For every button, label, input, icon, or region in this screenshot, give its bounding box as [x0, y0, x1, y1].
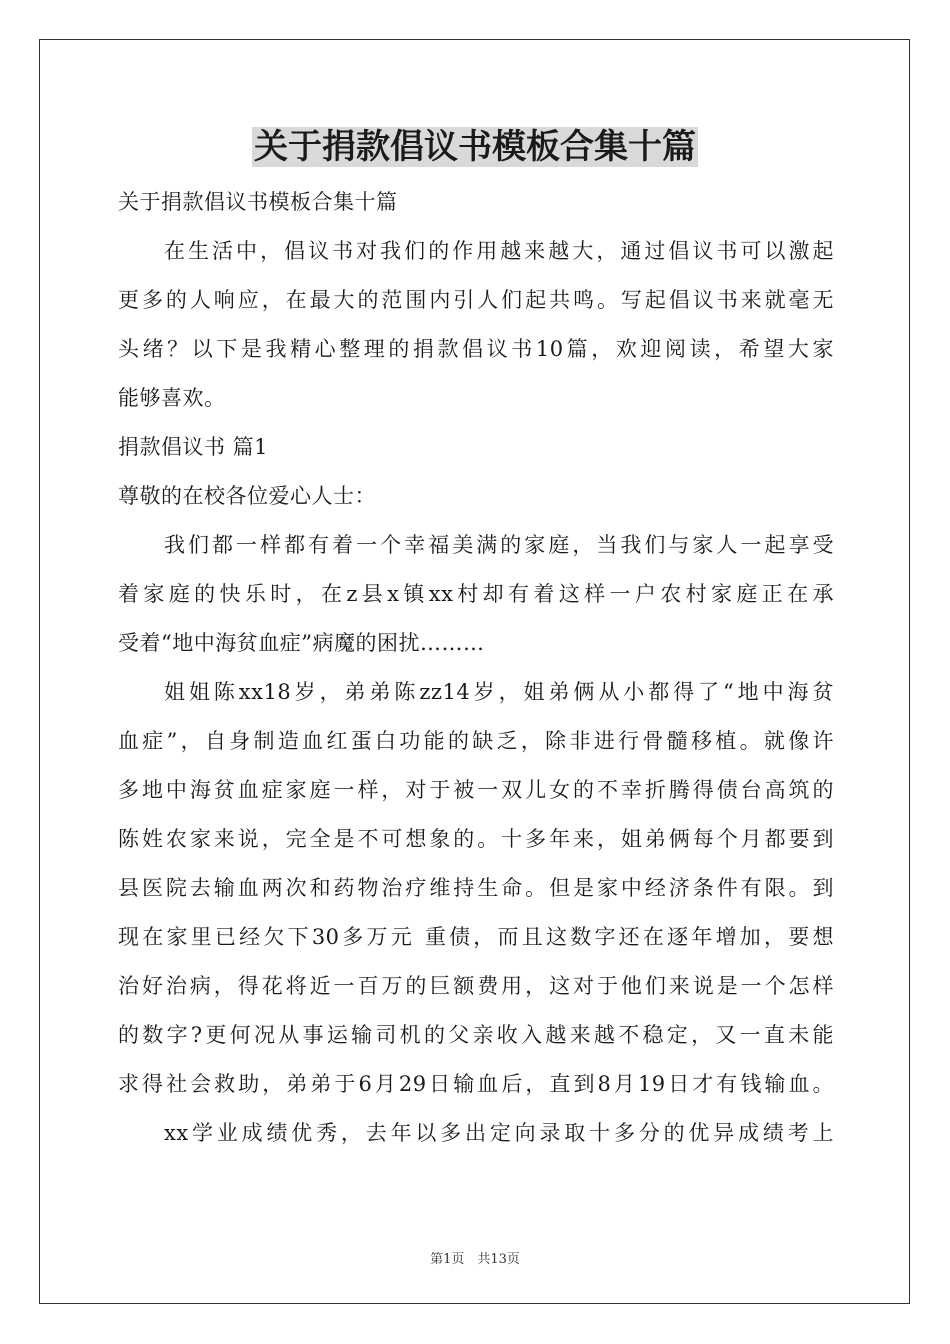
text-line: 求得社会救助，弟弟于6月29日输血后，直到8月19日才有钱输血。: [118, 1072, 834, 1096]
text-line: 姐姐陈xx18岁，弟弟陈zz14岁，姐弟俩从小都得了“地中海贫: [164, 680, 834, 704]
text-line: 更多的人响应，在最大的范围内引人们起共鸣。写起倡议书来就毫无: [118, 288, 834, 312]
text-line: 县医院去输血两次和药物治疗维持生命。但是家中经济条件有限。到: [118, 876, 834, 900]
page-footer: [0, 1248, 950, 1267]
document-body: [118, 178, 834, 1158]
text-line: 我们都一样都有着一个幸福美满的家庭，当我们与家人一起享受: [164, 533, 834, 557]
text-line: 现在家里已经欠下30多万元 重债，而且这数字还在逐年增加，要想: [118, 925, 834, 949]
text-line: 治好治病，得花将近一百万的巨额费用，这对于他们来说是一个怎样: [118, 974, 834, 998]
text-line: 关于捐款倡议书模板合集十篇: [118, 190, 398, 214]
text-line: xx学业成绩优秀，去年以多出定向录取十多分的优异成绩考上: [164, 1121, 834, 1145]
text-line: 多地中海贫血症家庭一样，对于被一双儿女的不幸折腾得债台高筑的: [118, 778, 834, 802]
text-line: 在生活中，倡议书对我们的作用越来越大，通过倡议书可以激起: [164, 239, 834, 263]
text-line: 的数字?更何况从事运输司机的父亲收入越来越不稳定，又一直未能: [118, 1023, 834, 1047]
text-line: 尊敬的在校各位爱心人士：: [118, 484, 376, 508]
document-title-text: 关于捐款倡议书模板合集十篇: [254, 127, 696, 167]
page-number: 第1页 共13页: [430, 1252, 520, 1267]
text-line: 血症”，自身制造血红蛋白功能的缺乏，除非进行骨髓移植。就像许: [118, 729, 834, 753]
text-line: 着家庭的快乐时，在z县x镇xx村却有着这样一户农村家庭正在承: [118, 582, 834, 606]
text-line: 受着“地中海贫血症”病魔的困扰………: [118, 631, 485, 655]
text-line: 能够喜欢。: [118, 386, 226, 410]
document-title: [0, 124, 950, 170]
text-line: 陈姓农家来说，完全是不可想象的。十多年来，姐弟俩每个月都要到: [118, 827, 834, 851]
text-line: 头绪？以下是我精心整理的捐款倡议书10篇，欢迎阅读，希望大家: [118, 337, 834, 361]
text-line: 捐款倡议书 篇1: [118, 435, 269, 459]
